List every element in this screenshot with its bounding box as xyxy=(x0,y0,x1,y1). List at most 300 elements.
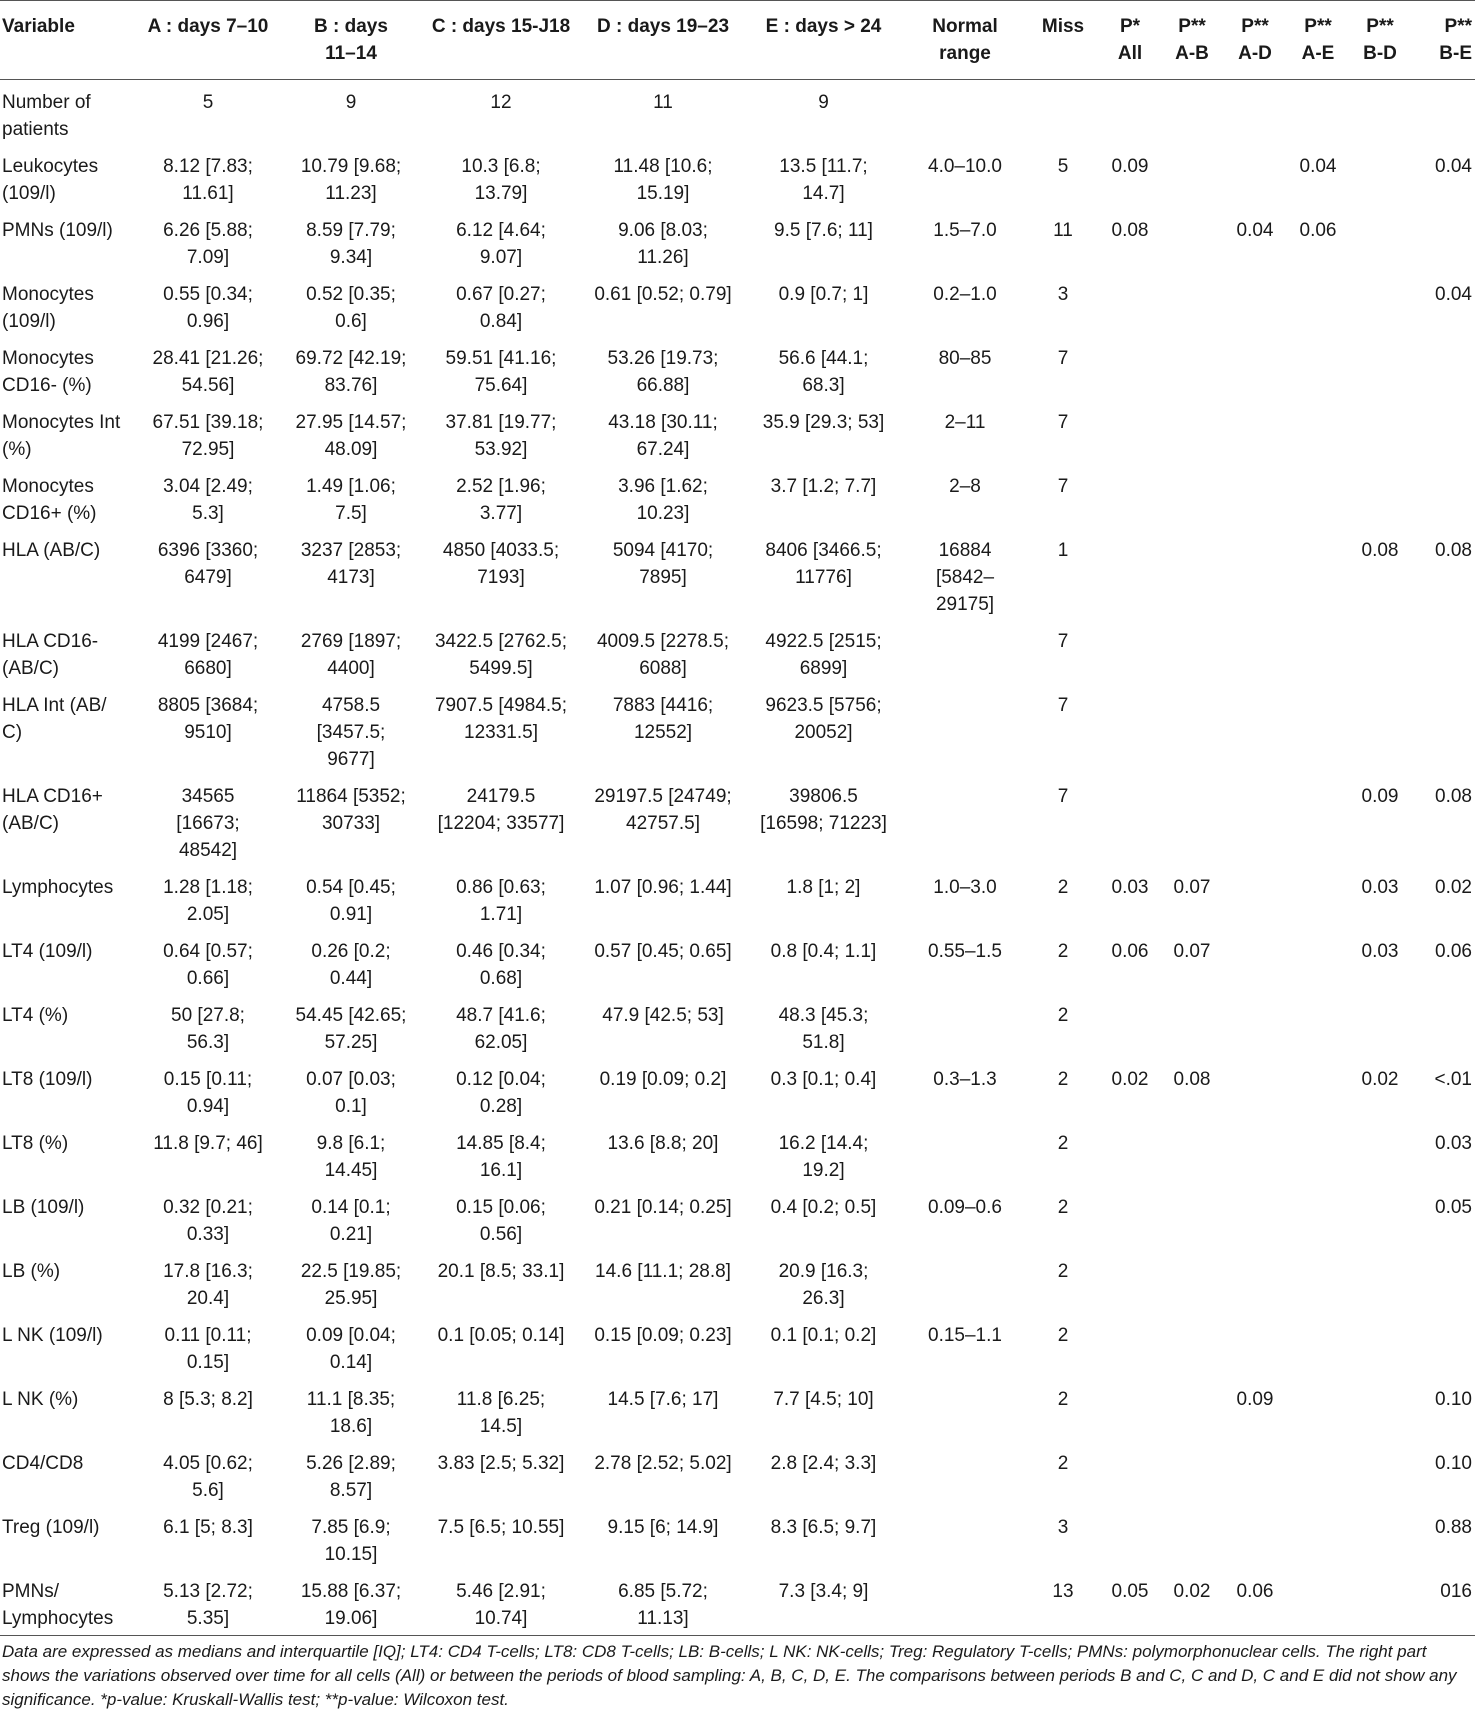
header-period-a: A : days 7–10 xyxy=(134,1,282,80)
cell-miss: 1 xyxy=(1057,540,1069,561)
cell-p-b-e: 0.88 xyxy=(1435,1517,1472,1538)
cell-p-b-d xyxy=(1349,400,1411,464)
row-label: HLA (AB/C) xyxy=(2,540,101,561)
cell-p-a-d xyxy=(1223,464,1287,528)
cell-normal-range xyxy=(903,993,1027,1057)
cell-period-a: 0.11 [0.11; 0.15] xyxy=(164,1325,252,1373)
table-row xyxy=(0,993,1475,1057)
cell-period-a: 0.64 [0.57; 0.66] xyxy=(163,941,253,989)
row-label: HLA CD16- (AB/C) xyxy=(2,631,99,679)
cell-miss: 2 xyxy=(1057,1197,1069,1218)
cell-period-d: 0.57 [0.45; 0.65] xyxy=(594,941,732,962)
cell-p-b-d: 0.08 xyxy=(1361,540,1399,561)
cell-period-b: 69.72 [42.19; 83.76] xyxy=(295,348,407,396)
cell-p-a-b xyxy=(1161,80,1223,145)
cell-p-a-e xyxy=(1287,619,1349,683)
cell-p-a-e xyxy=(1287,528,1349,619)
cell-p-b-e: 0.08 xyxy=(1435,786,1472,807)
header-variable: Variable xyxy=(0,1,134,80)
cell-p-b-e xyxy=(1411,1249,1475,1313)
cell-miss: 2 xyxy=(1057,877,1069,898)
row-label: LT8 (%) xyxy=(2,1133,69,1154)
cell-p-a-b xyxy=(1161,1441,1223,1505)
cell-normal-range: 1.0–3.0 xyxy=(933,877,997,898)
cell-period-d: 9.15 [6; 14.9] xyxy=(607,1517,719,1538)
cell-period-a: 5 xyxy=(202,92,214,113)
cell-p-all: 0.02 xyxy=(1111,1069,1149,1090)
cell-p-b-e: 0.08 xyxy=(1435,540,1472,561)
cell-p-b-d xyxy=(1349,619,1411,683)
cell-p-a-d xyxy=(1223,1057,1287,1121)
cell-miss: 7 xyxy=(1057,348,1069,369)
cell-period-c: 7907.5 [4984.5; 12331.5] xyxy=(434,695,568,743)
cell-p-b-e: <.01 xyxy=(1434,1069,1472,1090)
cell-p-b-e xyxy=(1411,336,1475,400)
cell-period-c: 10.3 [6.8; 13.79] xyxy=(461,156,541,204)
cell-p-a-d xyxy=(1223,1121,1287,1185)
cell-p-b-d: 0.02 xyxy=(1361,1069,1399,1090)
cell-normal-range: 80–85 xyxy=(938,348,992,369)
cell-p-b-e: 0.05 xyxy=(1435,1197,1472,1218)
cell-normal-range xyxy=(903,80,1027,145)
cell-p-a-b xyxy=(1161,1249,1223,1313)
cell-period-e: 48.3 [45.3; 51.8] xyxy=(778,1005,869,1053)
cell-period-a: 50 [27.8; 56.3] xyxy=(171,1005,245,1053)
cell-miss: 5 xyxy=(1057,156,1069,177)
cell-period-c: 0.86 [0.63; 1.71] xyxy=(456,877,546,925)
cell-p-b-e: 016 xyxy=(1411,1569,1475,1636)
cell-p-b-d xyxy=(1349,1505,1411,1569)
row-label: LB (%) xyxy=(2,1261,61,1282)
cell-p-b-d: 0.03 xyxy=(1361,941,1399,962)
cell-p-b-d xyxy=(1349,1569,1411,1636)
cell-p-a-d: 0.04 xyxy=(1236,220,1274,241)
cell-p-a-b xyxy=(1161,683,1223,774)
cell-p-a-e xyxy=(1287,1569,1349,1636)
cell-period-b: 22.5 [19.85; 25.95] xyxy=(300,1261,402,1309)
cell-period-c: 2.52 [1.96; 3.77] xyxy=(456,476,546,524)
cell-p-a-d xyxy=(1223,336,1287,400)
cell-p-a-b xyxy=(1161,1313,1223,1377)
cell-p-b-d xyxy=(1349,1185,1411,1249)
cell-period-d: 3.96 [1.62; 10.23] xyxy=(618,476,708,524)
cell-p-a-b xyxy=(1161,272,1223,336)
header-p-all: P* All xyxy=(1099,1,1161,80)
cell-p-a-d xyxy=(1223,1441,1287,1505)
cell-p-a-e xyxy=(1287,400,1349,464)
cell-period-e: 0.4 [0.2; 0.5] xyxy=(770,1197,877,1218)
cell-period-b: 27.95 [14.57; 48.09] xyxy=(295,412,407,460)
cell-period-c: 0.15 [0.06; 0.56] xyxy=(456,1197,546,1245)
cell-p-a-d: 0.09 xyxy=(1236,1389,1274,1410)
cell-period-b: 0.07 [0.03; 0.1] xyxy=(306,1069,396,1117)
cell-p-a-d xyxy=(1223,80,1287,145)
row-label: Monocytes CD16+ (%) xyxy=(2,476,97,524)
row-label: LT8 (109/l) xyxy=(2,1069,93,1090)
table-row xyxy=(0,1057,1475,1121)
cell-period-a: 3.04 [2.49; 5.3] xyxy=(163,476,253,524)
cell-p-b-e xyxy=(1411,619,1475,683)
cell-period-b: 54.45 [42.65; 57.25] xyxy=(295,1005,407,1053)
cell-period-b: 0.54 [0.45; 0.91] xyxy=(306,877,396,925)
header-period-e: E : days > 24 xyxy=(744,1,903,80)
table-row xyxy=(0,528,1475,619)
cell-p-a-b xyxy=(1161,1185,1223,1249)
cell-miss: 2 xyxy=(1057,1069,1069,1090)
cell-period-c: 48.7 [41.6; 62.05] xyxy=(456,1005,546,1053)
table-row xyxy=(0,1505,1475,1569)
cell-p-a-e xyxy=(1287,1377,1349,1441)
row-label: Lymphocytes xyxy=(2,877,114,898)
cell-normal-range: 1.5–7.0 xyxy=(933,220,997,241)
cell-p-a-b xyxy=(1161,336,1223,400)
header-p-b-d: P** B-D xyxy=(1349,1,1411,80)
cell-period-d: 1.07 [0.96; 1.44] xyxy=(594,877,732,898)
header-period-c: C : days 15-J18 xyxy=(420,1,582,80)
table-footnote: Data are expressed as medians and interquartile [IQ]; LT4: CD4 T-cells; LT8: CD8 T-cells; LB: B-cells; L NK: NK-cells; Treg: Regulatory T-cells; PMNs: polymorphonuclear cells. The right part shows the variations observed over time for all cells (All) or between the periods of blood sampling: A, B, C, D, E. The comparisons between periods B and C, C and D, C and E did not show any significance. *p-value: Kruskall-Wallis test; **p-value: Wilcoxon test. xyxy=(2,1642,1457,1709)
table-row xyxy=(0,1441,1475,1505)
cell-period-e: 8406 [3466.5; 11776] xyxy=(765,540,882,588)
cell-period-e: 56.6 [44.1; 68.3] xyxy=(778,348,869,396)
cell-p-a-e xyxy=(1287,774,1349,865)
cell-p-all xyxy=(1099,619,1161,683)
table-row xyxy=(0,336,1475,400)
row-label: Treg (109/l) xyxy=(2,1517,100,1538)
cell-period-e: 35.9 [29.3; 53] xyxy=(762,412,885,433)
cell-miss: 2 xyxy=(1057,941,1069,962)
row-label: PMNs/ Lymphocytes xyxy=(0,1569,134,1636)
cell-miss: 2 xyxy=(1057,1389,1069,1410)
cell-period-a: 11.8 [9.7; 46] xyxy=(153,1133,263,1154)
cell-p-b-d: 0.09 xyxy=(1361,786,1399,807)
cell-p-all xyxy=(1099,1377,1161,1441)
cell-normal-range: 2–11 xyxy=(944,412,986,433)
cell-normal-range: 16884 [5842– 29175] xyxy=(935,540,995,615)
row-label: Leukocytes (109/l) xyxy=(2,156,99,204)
cell-period-d: 7883 [4416; 12552] xyxy=(612,695,714,743)
cell-p-a-d xyxy=(1223,528,1287,619)
cell-p-a-e xyxy=(1287,929,1349,993)
cell-p-a-d xyxy=(1223,1313,1287,1377)
cell-p-b-e xyxy=(1411,400,1475,464)
table-row xyxy=(0,774,1475,865)
cell-p-a-b xyxy=(1161,400,1223,464)
cell-p-b-d xyxy=(1349,272,1411,336)
row-label: LT4 (%) xyxy=(2,1005,69,1026)
cell-period-c: 0.12 [0.04; 0.28] xyxy=(456,1069,546,1117)
cell-p-a-e: 0.06 xyxy=(1299,220,1337,241)
table-row xyxy=(0,683,1475,774)
cell-period-c: 20.1 [8.5; 33.1] xyxy=(437,1261,565,1282)
cell-period-e: 8.3 [6.5; 9.7] xyxy=(770,1517,877,1538)
cell-period-b: 10.79 [9.68; 11.23] xyxy=(300,156,402,204)
cell-period-c: 24179.5 [12204; 33577] xyxy=(437,786,565,834)
cell-p-b-d xyxy=(1349,1441,1411,1505)
cell-p-all xyxy=(1099,400,1161,464)
header-normal-range: Normal range xyxy=(903,1,1027,80)
cell-p-a-d xyxy=(1223,865,1287,929)
cell-period-d: 29197.5 [24749; 42757.5] xyxy=(594,786,732,834)
cell-p-all: 0.03 xyxy=(1111,877,1149,898)
cell-period-a: 5.13 [2.72; 5.35] xyxy=(134,1569,282,1636)
cell-p-all xyxy=(1099,1441,1161,1505)
cell-p-all xyxy=(1099,336,1161,400)
cell-period-d: 0.61 [0.52; 0.79] xyxy=(594,284,732,305)
table-row xyxy=(0,80,1475,145)
cell-period-e: 0.9 [0.7; 1] xyxy=(778,284,869,305)
cell-p-a-e xyxy=(1287,683,1349,774)
cell-period-e: 39806.5 [16598; 71223] xyxy=(760,786,887,834)
cell-normal-range: 0.3–1.3 xyxy=(933,1069,997,1090)
cell-p-b-d: 0.03 xyxy=(1361,877,1399,898)
cell-period-e: 13.5 [11.7; 14.7] xyxy=(779,156,868,204)
cell-miss xyxy=(1027,80,1099,145)
cell-period-c: 4850 [4033.5; 7193] xyxy=(442,540,560,588)
cell-period-c: 12 xyxy=(490,92,512,113)
cell-p-b-d xyxy=(1349,336,1411,400)
cell-p-all: 0.06 xyxy=(1111,941,1149,962)
cell-period-b: 9.8 [6.1; 14.45] xyxy=(316,1133,386,1181)
cell-p-all xyxy=(1099,1313,1161,1377)
header-period-d: D : days 19–23 xyxy=(582,1,744,80)
cell-miss: 7 xyxy=(1057,476,1069,497)
cell-p-all: 0.09 xyxy=(1111,156,1149,177)
cell-p-a-b xyxy=(1161,774,1223,865)
cell-normal-range: 0.15–1.1 xyxy=(928,1325,1002,1346)
cell-period-b: 4758.5 [3457.5; 9677] xyxy=(316,695,386,770)
cell-p-b-e: 0.02 xyxy=(1435,877,1472,898)
cell-normal-range xyxy=(903,1569,1027,1636)
cell-normal-range xyxy=(903,1121,1027,1185)
cell-p-all: 0.05 xyxy=(1099,1569,1161,1636)
table-row xyxy=(0,1569,1475,1636)
row-label: LB (109/l) xyxy=(2,1197,85,1218)
cell-period-b: 0.14 [0.1; 0.21] xyxy=(311,1197,391,1245)
cell-p-a-d xyxy=(1223,1249,1287,1313)
table-row xyxy=(0,1121,1475,1185)
cell-miss: 2 xyxy=(1057,1453,1069,1474)
header-p-a-e: P** A-E xyxy=(1287,1,1349,80)
cell-period-e: 0.1 [0.1; 0.2] xyxy=(770,1325,877,1346)
cell-period-d: 5094 [4170; 7895] xyxy=(612,540,714,588)
cell-normal-range xyxy=(903,1441,1027,1505)
cell-period-c: 0.67 [0.27; 0.84] xyxy=(456,284,546,332)
cell-period-d: 11 xyxy=(653,92,673,113)
table-row xyxy=(0,272,1475,336)
row-label: L NK (109/l) xyxy=(2,1325,103,1346)
table-row xyxy=(0,1313,1475,1377)
cell-period-e: 9623.5 [5756; 20052] xyxy=(765,695,882,743)
cell-period-a: 6.26 [5.88; 7.09] xyxy=(163,220,253,268)
row-label: CD4/CD8 xyxy=(2,1453,84,1474)
cell-period-d: 14.5 [7.6; 17] xyxy=(607,1389,719,1410)
cell-period-a: 34565 [16673; 48542] xyxy=(176,786,240,861)
cell-p-a-b xyxy=(1161,1121,1223,1185)
row-label: Monocytes CD16- (%) xyxy=(2,348,94,396)
cell-p-all xyxy=(1099,683,1161,774)
cell-normal-range: 2–8 xyxy=(949,476,981,497)
cell-normal-range xyxy=(903,1249,1027,1313)
table-row xyxy=(0,865,1475,929)
cell-p-b-e: 0.10 xyxy=(1435,1389,1472,1410)
cell-miss: 7 xyxy=(1057,631,1069,652)
cell-period-a: 0.15 [0.11; 0.94] xyxy=(163,1069,253,1117)
cell-period-e: 2.8 [2.4; 3.3] xyxy=(770,1453,877,1474)
cell-period-a: 8 [5.3; 8.2] xyxy=(163,1389,253,1410)
cell-normal-range xyxy=(903,1505,1027,1569)
cell-p-b-d xyxy=(1349,1121,1411,1185)
cell-p-a-b xyxy=(1161,208,1223,272)
cell-normal-range: 0.55–1.5 xyxy=(928,941,1002,962)
cell-period-c: 37.81 [19.77; 53.92] xyxy=(445,412,557,460)
cell-p-a-b xyxy=(1161,144,1223,208)
cell-p-a-d xyxy=(1223,1505,1287,1569)
cell-p-b-e: 0.10 xyxy=(1435,1453,1472,1474)
table-row xyxy=(0,464,1475,528)
table-body xyxy=(0,80,1475,1636)
cell-p-all xyxy=(1099,993,1161,1057)
cell-p-b-e xyxy=(1411,464,1475,528)
cell-p-a-d xyxy=(1223,400,1287,464)
cell-normal-range: 4.0–10.0 xyxy=(928,156,1002,177)
cell-period-d: 9.06 [8.03; 11.26] xyxy=(618,220,708,268)
cell-miss: 2 xyxy=(1057,1261,1069,1282)
cell-p-a-e xyxy=(1287,993,1349,1057)
cell-period-b: 5.26 [2.89; 8.57] xyxy=(306,1453,396,1501)
row-label: Number of patients xyxy=(2,92,91,140)
cell-p-b-d xyxy=(1349,993,1411,1057)
cell-p-b-d xyxy=(1349,683,1411,774)
cell-miss: 2 xyxy=(1057,1005,1069,1026)
cell-period-d: 4009.5 [2278.5; 6088] xyxy=(596,631,730,679)
cell-p-all xyxy=(1099,774,1161,865)
cell-p-a-e xyxy=(1287,1249,1349,1313)
cell-p-b-e xyxy=(1411,1313,1475,1377)
row-label: HLA Int (AB/ C) xyxy=(2,695,107,743)
header-miss: Miss xyxy=(1027,1,1099,80)
cell-p-a-b xyxy=(1161,1377,1223,1441)
cell-period-e: 0.8 [0.4; 1.1] xyxy=(770,941,877,962)
cell-period-c: 0.46 [0.34; 0.68] xyxy=(456,941,546,989)
cell-p-all xyxy=(1099,1121,1161,1185)
header-row xyxy=(0,1,1475,80)
cell-p-a-b: 0.02 xyxy=(1161,1569,1223,1636)
cell-miss: 13 xyxy=(1027,1569,1099,1636)
table-row xyxy=(0,208,1475,272)
table-row xyxy=(0,144,1475,208)
cell-period-c: 0.1 [0.05; 0.14] xyxy=(437,1325,565,1346)
cell-miss: 7 xyxy=(1057,695,1069,716)
cell-p-all xyxy=(1099,272,1161,336)
cell-period-b: 1.49 [1.06; 7.5] xyxy=(306,476,396,524)
cell-period-a: 4199 [2467; 6680] xyxy=(157,631,259,679)
cell-period-d: 43.18 [30.11; 67.24] xyxy=(608,412,718,460)
cell-p-a-d xyxy=(1223,144,1287,208)
cell-period-d: 0.15 [0.09; 0.23] xyxy=(594,1325,732,1346)
cell-period-a: 8.12 [7.83; 11.61] xyxy=(163,156,253,204)
cell-p-all xyxy=(1099,464,1161,528)
cell-p-b-e xyxy=(1411,683,1475,774)
cell-period-a: 28.41 [21.26; 54.56] xyxy=(152,348,264,396)
row-label: LT4 (109/l) xyxy=(2,941,93,962)
cell-period-d: 0.19 [0.09; 0.2] xyxy=(599,1069,727,1090)
cell-period-b: 2769 [1897; 4400] xyxy=(300,631,402,679)
cell-period-b: 0.52 [0.35; 0.6] xyxy=(306,284,396,332)
cell-p-a-d: 0.06 xyxy=(1223,1569,1287,1636)
cell-p-a-d xyxy=(1223,929,1287,993)
cell-p-a-b: 0.07 xyxy=(1173,941,1211,962)
cell-p-a-b xyxy=(1161,993,1223,1057)
cell-period-e: 20.9 [16.3; 26.3] xyxy=(778,1261,869,1309)
cell-p-b-e: 0.04 xyxy=(1435,156,1472,177)
cell-period-a: 8805 [3684; 9510] xyxy=(157,695,259,743)
cell-p-a-e xyxy=(1287,464,1349,528)
cell-normal-range xyxy=(903,1377,1027,1441)
table-row xyxy=(0,1185,1475,1249)
cell-period-d: 53.26 [19.73; 66.88] xyxy=(607,348,719,396)
row-label: HLA CD16+ (AB/C) xyxy=(2,786,103,834)
cell-period-b: 7.85 [6.9; 10.15] xyxy=(311,1517,391,1565)
cell-period-a: 6396 [3360; 6479] xyxy=(157,540,259,588)
cell-period-b: 11864 [5352; 30733] xyxy=(296,786,406,834)
cell-p-b-e: 0.04 xyxy=(1435,284,1472,305)
cell-p-a-b xyxy=(1161,464,1223,528)
cell-p-b-d xyxy=(1349,1249,1411,1313)
header-period-b: B : days 11–14 xyxy=(282,1,420,80)
cell-period-d: 13.6 [8.8; 20] xyxy=(607,1133,719,1154)
cell-period-c: 3422.5 [2762.5; 5499.5] xyxy=(434,631,568,679)
cell-p-a-b: 0.08 xyxy=(1173,1069,1211,1090)
cell-normal-range xyxy=(903,619,1027,683)
cell-period-c: 3.83 [2.5; 5.32] xyxy=(437,1453,565,1474)
cell-p-a-e xyxy=(1287,1057,1349,1121)
cell-normal-range: 0.09–0.6 xyxy=(928,1197,1002,1218)
cell-period-e: 9 xyxy=(818,92,829,113)
cell-period-b: 9 xyxy=(345,92,357,113)
cell-p-a-e xyxy=(1287,272,1349,336)
cell-p-b-e xyxy=(1411,993,1475,1057)
cell-miss: 11 xyxy=(1053,220,1073,241)
cell-p-a-e xyxy=(1287,1441,1349,1505)
cell-miss: 7 xyxy=(1057,412,1069,433)
cell-p-a-b xyxy=(1161,619,1223,683)
header-p-b-e: P** B-E xyxy=(1411,1,1475,80)
cell-p-a-d xyxy=(1223,619,1287,683)
cell-period-d: 2.78 [2.52; 5.02] xyxy=(594,1453,732,1474)
table-row xyxy=(0,1249,1475,1313)
cell-period-e: 4922.5 [2515; 6899] xyxy=(765,631,882,679)
cell-period-d: 11.48 [10.6; 15.19] xyxy=(613,156,713,204)
cell-miss: 7 xyxy=(1057,786,1069,807)
table-row xyxy=(0,929,1475,993)
cell-p-all xyxy=(1099,1185,1161,1249)
cell-p-b-d xyxy=(1349,464,1411,528)
cell-p-all xyxy=(1099,528,1161,619)
cell-p-all xyxy=(1099,1249,1161,1313)
cell-p-b-e: 0.06 xyxy=(1435,941,1472,962)
cell-p-a-b: 0.07 xyxy=(1173,877,1211,898)
cell-period-b: 3237 [2853; 4173] xyxy=(300,540,402,588)
cell-period-c: 6.12 [4.64; 9.07] xyxy=(456,220,546,268)
cell-normal-range xyxy=(903,683,1027,774)
cell-period-b: 0.09 [0.04; 0.14] xyxy=(306,1325,396,1373)
cell-miss: 3 xyxy=(1057,1517,1069,1538)
cell-period-c: 7.5 [6.5; 10.55] xyxy=(437,1517,565,1538)
cell-p-a-e xyxy=(1287,1313,1349,1377)
header-p-a-b: P** A-B xyxy=(1161,1,1223,80)
header-p-a-d: P** A-D xyxy=(1223,1,1287,80)
cell-p-a-e xyxy=(1287,1185,1349,1249)
